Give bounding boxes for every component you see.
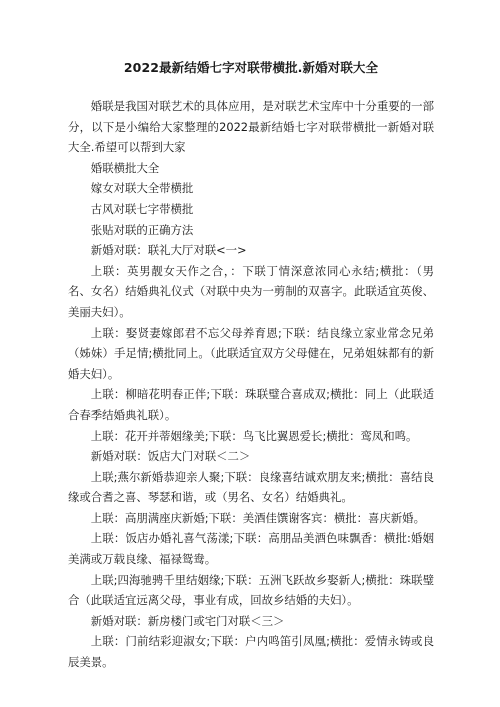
paragraph: 上联：花开并蒂姻缘美;下联：鸟飞比翼恩爱长;横批：鸾凤和鸣。 (90, 428, 418, 443)
paragraph: 张贴对联的正确方法 (90, 222, 194, 237)
paragraph: 上联：门前结彩迎淑女;下联：户内鸣笛引凤凰;横批：爱情永铸或良辰美景。 (68, 634, 434, 670)
paragraph: 新婚对联：饭店大门对联＜二＞ (90, 449, 251, 464)
paragraph: 新婚对联：新房楼门或宅门对联＜三＞ (90, 613, 285, 628)
paragraph: 婚联是我国对联艺术的具体应用，是对联艺术宝库中十分重要的一部分，以下是小编给大家整理的2022最新结婚七字对联带横批一新婚对联大全.希望可以帮到大家 (68, 99, 434, 155)
document-body (68, 96, 434, 673)
paragraph: 嫁女对联大全带横批 (90, 181, 194, 196)
document-title: 2022最新结婚七字对联带横批.新婚对联大全 (123, 60, 379, 75)
paragraph: 古风对联七字带横批 (90, 201, 194, 216)
paragraph: 上联：饭店办婚礼喜气荡漾;下联：高朋品美酒色味飘香：横批:婚姻美满或万载良缘、福禄鸳鸯。 (68, 531, 434, 567)
paragraph: 上联：娶贤妻嫁郎君不忘父母养育恩;下联：结良缘立家业常念兄弟（姊妹）手足情;横批同上。（此联适宜双方父母健在，兄弟姐妹都有的新婚夫妇）。 (68, 325, 434, 381)
paragraph: 上联：柳暗花明春正伴;下联：珠联璧合喜成双;横批：同上（此联适合春季结婚典礼联）。 (68, 387, 434, 422)
paragraph: 上联：高朋满座庆新婚;下联：美酒佳馔谢客宾：横批：喜庆新婚。 (90, 510, 425, 525)
paragraph: 上联;四海驰骋千里结姻缘;下联：五洲飞跃故乡娶新人;横批：珠联璧合（此联适宜远离父母，事业有成，回故乡结婚的夫妇）。 (68, 572, 434, 608)
paragraph: 新婚对联：联礼大厅对联<一> (90, 243, 247, 258)
paragraph: 上联;燕尔新婚恭迎亲人聚;下联：良缘喜结诚欢朋友来;横批：喜结良缘或合耆之喜、琴瑟和谐，或（男名、女名）结婚典礼。 (68, 469, 434, 505)
paragraph: 上联：英男靓女天作之合，：下联丁情深意浓同心永结;横批：（男名、女名）结婚典礼仪式（对联中央为一剪制的双喜字。此联适宜英俊、美丽夫妇）。 (68, 263, 434, 319)
paragraph: 婚联横批大全 (90, 160, 160, 175)
